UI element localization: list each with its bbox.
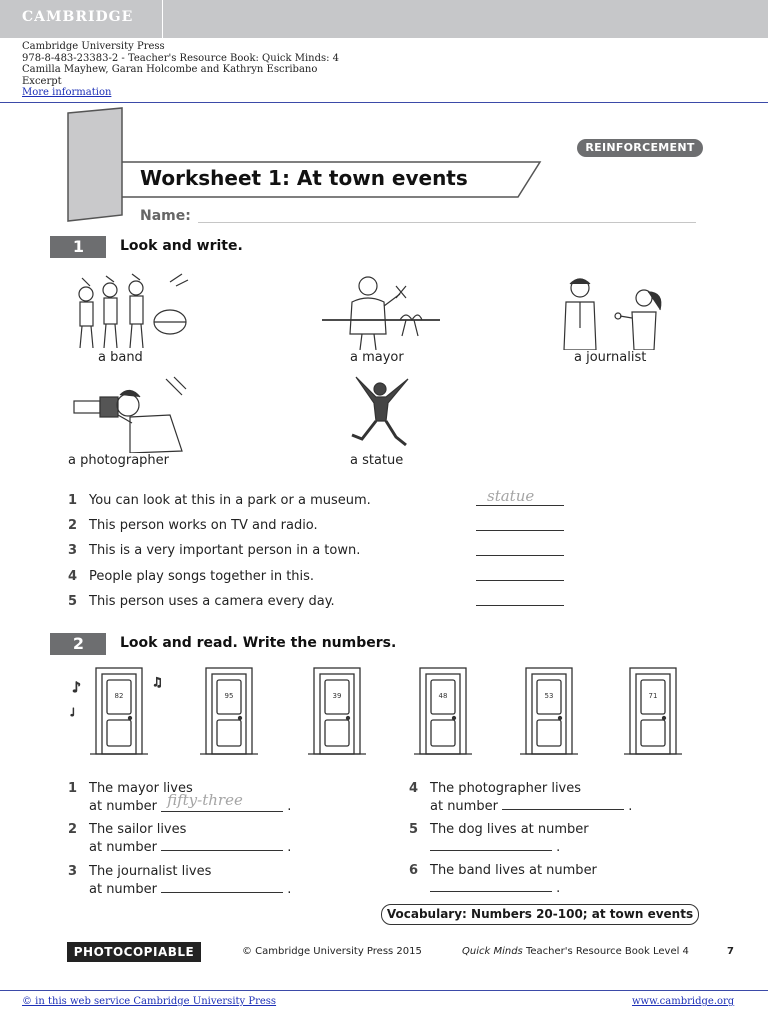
s1-q2-text: This person works on TV and radio. [89, 518, 318, 533]
title-tab-graphic [60, 105, 550, 225]
door-number-2: 95 [224, 692, 234, 700]
s2-q1-number: 1 [68, 781, 78, 796]
reinforcement-badge: REINFORCEMENT [577, 139, 703, 157]
door-1 [90, 668, 148, 754]
header-rule [0, 102, 768, 103]
s2-q5-line1: The dog lives at number [430, 822, 589, 837]
section-2-number-tab [50, 633, 106, 655]
s1-q1-answer-line[interactable] [476, 505, 564, 506]
s1-q2-number: 2 [68, 518, 78, 533]
s2-question-6 [409, 863, 709, 897]
s2-q4-line1: The photographer lives [430, 781, 582, 796]
book-title: Quick Minds Teacher's Resource Book Level 4 [462, 946, 689, 957]
top-bar [0, 0, 768, 38]
s1-q1-text: You can look at this in a park or a museum. [89, 493, 371, 508]
s2-q6-number: 6 [409, 863, 419, 878]
s2-q2-line1: The sailor lives [89, 822, 187, 837]
s1-q4-text: People play songs together in this. [89, 569, 315, 584]
s2-question-2 [68, 822, 368, 856]
music-note-icon: ♪ [72, 680, 81, 696]
door-4 [414, 668, 472, 754]
s1-q3-text: This is a very important person in a town. [89, 543, 361, 558]
s2-question-3 [68, 864, 368, 898]
door-number-6: 71 [648, 692, 658, 700]
s2-q2-answer-line[interactable] [161, 838, 283, 851]
s2-question-5 [409, 822, 709, 856]
door-number-4: 48 [438, 692, 448, 700]
section-1-number: 1 [72, 237, 84, 256]
s2-q4-number: 4 [409, 781, 419, 796]
door-3 [308, 668, 366, 754]
photographer-illustration [70, 375, 190, 453]
s2-q2-line2: at number . [89, 840, 292, 855]
worksheet-title: Worksheet 1: At town events [140, 166, 468, 190]
music-note-icon: ♫ [152, 675, 163, 689]
s2-q1-line2: at number fifty-three . [89, 791, 292, 814]
caption-band: a band [98, 350, 143, 365]
isbn-line: 978-8-483-23383-2 - Teacher's Resource Book: Quick Minds: 4 [22, 52, 340, 64]
journalist-illustration [556, 272, 676, 350]
s1-q5-number: 5 [68, 594, 78, 609]
publisher-name: Cambridge University Press [22, 41, 165, 52]
s2-q6-answer-line[interactable] [430, 879, 552, 892]
excerpt-label: Excerpt [22, 75, 62, 87]
copyright-text: © Cambridge University Press 2015 [242, 946, 422, 957]
door-number-1: 82 [114, 692, 124, 700]
s1-question-4 [68, 569, 468, 585]
door-number-5: 53 [544, 692, 554, 700]
s1-q1-number: 1 [68, 493, 78, 508]
cambridge-website-link[interactable]: www.cambridge.org [632, 996, 735, 1007]
section-1-title: Look and write. [120, 238, 243, 254]
top-bar-divider [162, 0, 163, 38]
s2-q5-answer-line[interactable] [430, 838, 552, 851]
s1-q3-answer-line[interactable] [476, 555, 564, 556]
caption-photographer: a photographer [68, 453, 169, 468]
s2-q4-line2: at number . [430, 799, 633, 814]
s2-question-4 [409, 781, 709, 815]
caption-mayor: a mayor [350, 350, 404, 365]
authors-line: Camilla Mayhew, Garan Holcombe and Kathryn Escribano [22, 64, 318, 75]
more-information-link[interactable]: More information [22, 87, 112, 98]
statue-illustration [346, 375, 416, 453]
s2-q5-number: 5 [409, 822, 419, 837]
s1-question-1 [68, 493, 468, 509]
s2-q6-line2: . [430, 879, 560, 896]
caption-statue: a statue [350, 453, 404, 468]
s2-q6-line1: The band lives at number [430, 863, 597, 878]
music-note-icon: ♩ [70, 706, 76, 719]
copyright-link[interactable]: © in this web service Cambridge University Press [22, 996, 277, 1007]
s1-question-5 [68, 594, 468, 610]
s2-q3-number: 3 [68, 864, 78, 879]
s1-q3-number: 3 [68, 543, 78, 558]
s2-q1-line1: The mayor lives [89, 781, 193, 796]
s1-question-2 [68, 518, 468, 534]
door-2 [200, 668, 258, 754]
section-2-number: 2 [72, 634, 84, 653]
section-1-number-tab [50, 236, 106, 258]
s2-question-1 [68, 781, 368, 815]
section-2-title: Look and read. Write the numbers. [120, 635, 397, 651]
s2-q3-answer-line[interactable] [161, 880, 283, 893]
door-6 [624, 668, 682, 754]
name-input-line[interactable] [198, 222, 696, 223]
s2-q1-answer: fifty-three [167, 791, 243, 809]
band-illustration [70, 272, 190, 350]
s1-q2-answer-line[interactable] [476, 530, 564, 531]
doors-illustration [66, 664, 706, 760]
book-metadata [22, 41, 339, 99]
vocabulary-box: Vocabulary: Numbers 20-100; at town events [381, 904, 699, 925]
footer-rule [0, 990, 768, 991]
name-label: Name: [140, 208, 191, 224]
s2-q2-number: 2 [68, 822, 78, 837]
door-5 [520, 668, 578, 754]
s2-q5-line2: . [430, 838, 560, 855]
publisher-logo: CAMBRIDGE [22, 9, 134, 25]
s1-question-3 [68, 543, 468, 559]
mayor-illustration [322, 272, 442, 350]
s1-q1-answer: statue [487, 487, 535, 505]
s2-q4-answer-line[interactable] [502, 797, 624, 810]
s1-q4-number: 4 [68, 569, 78, 584]
door-number-3: 39 [332, 692, 342, 700]
page-number: 7 [727, 946, 734, 957]
caption-journalist: a journalist [574, 350, 647, 365]
s1-q5-text: This person uses a camera every day. [89, 594, 335, 609]
photocopiable-label: PHOTOCOPIABLE [67, 942, 201, 962]
s2-q3-line1: The journalist lives [89, 864, 212, 879]
s1-q4-answer-line[interactable] [476, 580, 564, 581]
s2-q3-line2: at number . [89, 882, 292, 897]
s1-q5-answer-line[interactable] [476, 605, 564, 606]
